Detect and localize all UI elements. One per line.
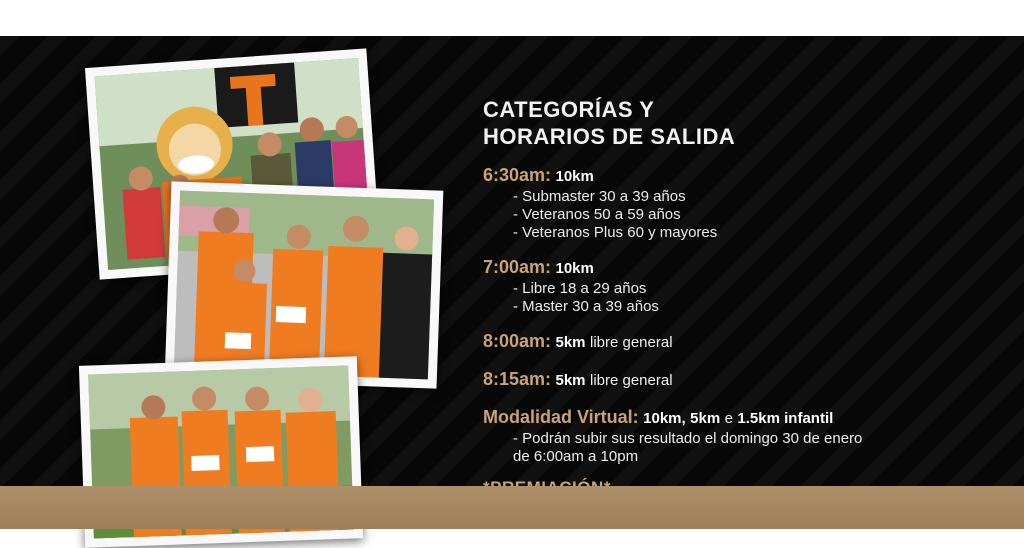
schedule-block-0630 bbox=[483, 164, 1003, 242]
start-time: 8:00am: bbox=[483, 331, 552, 351]
category-item: - Libre 18 a 29 años bbox=[513, 280, 647, 297]
gold-footer-band bbox=[0, 486, 1024, 529]
category-item: - Veteranos 50 a 59 años bbox=[513, 206, 681, 223]
virtual-mode-block bbox=[483, 406, 1003, 466]
category-note: libre general bbox=[589, 372, 673, 389]
distance: 10km bbox=[555, 168, 594, 185]
distance: 5km bbox=[555, 372, 586, 389]
title-line-1: CATEGORÍAS Y bbox=[483, 97, 655, 122]
category-item: - Veteranos Plus 60 y mayores bbox=[513, 224, 718, 241]
virtual-note-line-2: de 6:00am a 10pm bbox=[513, 448, 639, 465]
category-item: - Submaster 30 a 39 años bbox=[513, 188, 686, 205]
virtual-distance-2: 5km bbox=[690, 410, 721, 427]
schedule-block-0800 bbox=[483, 330, 1003, 354]
schedule-info bbox=[483, 96, 1003, 498]
start-time: 7:00am: bbox=[483, 257, 552, 277]
category-note: libre general bbox=[589, 334, 673, 351]
category-item: - Master 30 a 39 años bbox=[513, 298, 659, 315]
virtual-note-line-1: - Podrán subir sus resultado el domingo 30 de enero bbox=[513, 430, 863, 447]
flyer-panel bbox=[0, 36, 1024, 486]
virtual-distance-1: 10km, bbox=[643, 410, 686, 427]
distance: 10km bbox=[555, 260, 594, 277]
family-medals-image bbox=[174, 191, 434, 380]
virtual-distance-3: 1.5km infantil bbox=[737, 410, 834, 427]
page-title bbox=[483, 96, 1003, 150]
title-line-2: HORARIOS DE SALIDA bbox=[483, 124, 736, 149]
start-time: 8:15am: bbox=[483, 369, 552, 389]
virtual-conjunction: e bbox=[724, 410, 733, 427]
distance: 5km bbox=[555, 334, 586, 351]
schedule-block-0700 bbox=[483, 256, 1003, 316]
schedule-block-0815 bbox=[483, 368, 1003, 392]
top-strip bbox=[0, 0, 1024, 36]
virtual-label: Modalidad Virtual: bbox=[483, 407, 639, 427]
start-time: 6:30am: bbox=[483, 165, 552, 185]
